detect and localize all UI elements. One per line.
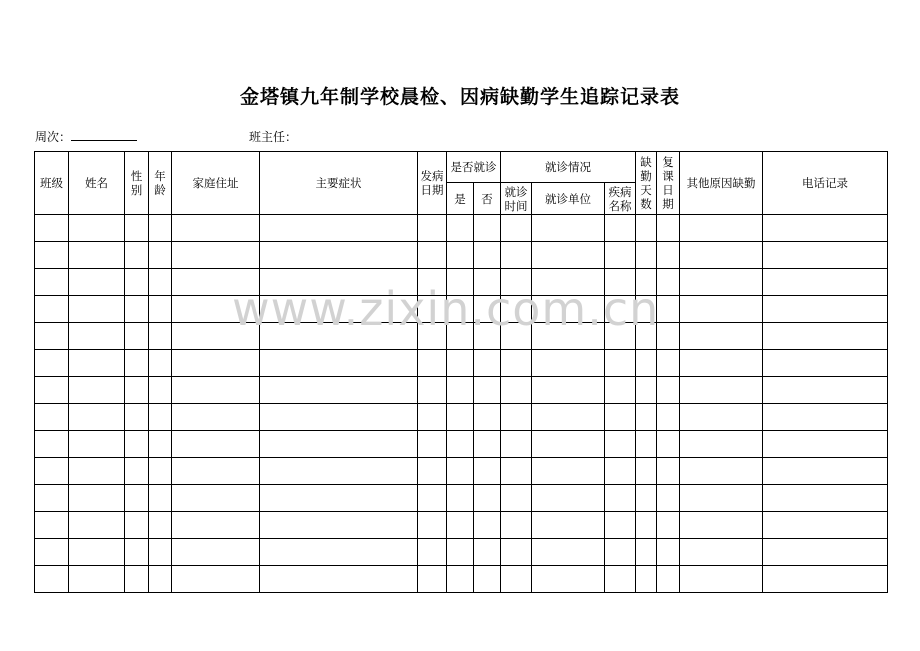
table-cell[interactable] [125,512,149,539]
table-cell[interactable] [605,215,636,242]
table-row [35,458,888,485]
table-cell[interactable] [260,296,418,323]
table-cell[interactable] [636,215,657,242]
table-cell[interactable] [35,296,69,323]
table-cell[interactable] [418,215,447,242]
table-cell[interactable] [501,431,532,458]
table-cell[interactable] [172,404,260,431]
table-row [35,377,888,404]
table-cell[interactable] [605,269,636,296]
table-cell[interactable] [418,458,447,485]
header-age: 年龄 [149,152,172,215]
table-cell[interactable] [532,404,605,431]
table-cell[interactable] [35,458,69,485]
table-cell[interactable] [763,377,888,404]
table-cell[interactable] [474,296,501,323]
table-cell[interactable] [636,512,657,539]
table-cell[interactable] [680,323,763,350]
table-cell[interactable] [260,323,418,350]
table-cell[interactable] [260,350,418,377]
table-cell[interactable] [680,458,763,485]
header-yes: 是 [447,183,474,215]
table-cell[interactable] [605,296,636,323]
table-cell[interactable] [418,431,447,458]
table-cell[interactable] [532,350,605,377]
table-row [35,404,888,431]
header-onset-date: 发病日期 [418,152,447,215]
header-name: 姓名 [69,152,125,215]
table-cell[interactable] [125,404,149,431]
week-blank-line[interactable] [71,129,137,141]
table-cell[interactable] [501,485,532,512]
table-cell[interactable] [680,350,763,377]
table-cell[interactable] [447,242,474,269]
table-cell[interactable] [447,539,474,566]
table-cell[interactable] [636,431,657,458]
table-cell[interactable] [447,566,474,593]
table-cell[interactable] [680,215,763,242]
header-other-reason: 其他原因缺勤 [680,152,763,215]
table-cell[interactable] [605,458,636,485]
table-cell[interactable] [35,404,69,431]
table-cell[interactable] [474,242,501,269]
table-cell[interactable] [636,485,657,512]
table-cell[interactable] [447,323,474,350]
table-row [35,431,888,458]
table-cell[interactable] [474,512,501,539]
table-cell[interactable] [605,539,636,566]
table-cell[interactable] [532,431,605,458]
table-cell[interactable] [636,323,657,350]
table-cell[interactable] [447,485,474,512]
header-return-date: 复课日期 [657,152,680,215]
table-cell[interactable] [125,215,149,242]
table-cell[interactable] [447,215,474,242]
table-cell[interactable] [636,377,657,404]
table-cell[interactable] [149,215,172,242]
table-cell[interactable] [605,512,636,539]
table-cell[interactable] [260,566,418,593]
table-cell[interactable] [35,323,69,350]
table-cell[interactable] [447,350,474,377]
table-cell[interactable] [149,512,172,539]
table-cell[interactable] [69,215,125,242]
table-cell[interactable] [605,566,636,593]
table-row [35,539,888,566]
table-cell[interactable] [260,431,418,458]
header-days-absent: 缺勤天数 [636,152,657,215]
table-cell[interactable] [35,485,69,512]
table-cell[interactable] [260,377,418,404]
table-cell[interactable] [680,512,763,539]
table-cell[interactable] [447,296,474,323]
table-row [35,323,888,350]
header-class: 班级 [35,152,69,215]
table-cell[interactable] [501,296,532,323]
table-cell[interactable] [125,377,149,404]
table-cell[interactable] [172,539,260,566]
table-cell[interactable] [172,296,260,323]
table-row [35,215,888,242]
table-row [35,566,888,593]
table-cell[interactable] [69,566,125,593]
table-cell[interactable] [501,512,532,539]
table-cell[interactable] [657,566,680,593]
table-cell[interactable] [69,350,125,377]
table-cell[interactable] [125,539,149,566]
header-care-unit: 就诊单位 [532,183,605,215]
table-cell[interactable] [605,323,636,350]
week-label: 周次： [35,130,72,144]
table-cell[interactable] [149,566,172,593]
header-care-info: 就诊情况 [501,152,636,183]
table-cell[interactable] [69,404,125,431]
table-cell[interactable] [69,377,125,404]
table-cell[interactable] [69,512,125,539]
table-cell[interactable] [125,296,149,323]
table-cell[interactable] [763,215,888,242]
table-cell[interactable] [172,431,260,458]
table-cell[interactable] [125,350,149,377]
table-cell[interactable] [680,539,763,566]
table-cell[interactable] [474,404,501,431]
table-row [35,242,888,269]
table-cell[interactable] [418,296,447,323]
table-cell[interactable] [680,566,763,593]
table-cell[interactable] [532,485,605,512]
table-cell[interactable] [657,485,680,512]
table-cell[interactable] [532,242,605,269]
table-cell[interactable] [501,566,532,593]
table-cell[interactable] [418,512,447,539]
table-cell[interactable] [69,269,125,296]
table-cell[interactable] [501,242,532,269]
table-cell[interactable] [69,323,125,350]
header-no: 否 [474,183,501,215]
table-cell[interactable] [474,269,501,296]
page-title: 金塔镇九年制学校晨检、因病缺勤学生追踪记录表 [239,86,680,108]
table-cell[interactable] [636,350,657,377]
table-cell[interactable] [172,269,260,296]
table-cell[interactable] [763,350,888,377]
table-cell[interactable] [149,323,172,350]
table-cell[interactable] [149,377,172,404]
table-cell[interactable] [680,269,763,296]
table-cell[interactable] [501,377,532,404]
table-cell[interactable] [636,566,657,593]
header-disease-name: 疾病名称 [605,183,636,215]
table-cell[interactable] [35,431,69,458]
table-cell[interactable] [172,377,260,404]
header-gender: 性别 [125,152,149,215]
table-row [35,350,888,377]
table-cell[interactable] [532,296,605,323]
table-cell[interactable] [260,404,418,431]
table-cell[interactable] [260,269,418,296]
table-cell[interactable] [125,566,149,593]
table-cell[interactable] [657,377,680,404]
table-cell[interactable] [260,458,418,485]
table-cell[interactable] [125,458,149,485]
table-cell[interactable] [657,296,680,323]
table-cell[interactable] [532,323,605,350]
table-cell[interactable] [763,323,888,350]
table-cell[interactable] [501,269,532,296]
table-cell[interactable] [172,566,260,593]
table-cell[interactable] [69,539,125,566]
table-cell[interactable] [149,458,172,485]
table-cell[interactable] [260,485,418,512]
table-cell[interactable] [763,431,888,458]
table-cell[interactable] [149,485,172,512]
table-cell[interactable] [474,485,501,512]
table-row [35,269,888,296]
header-phone-record: 电话记录 [763,152,888,215]
table-cell[interactable] [501,215,532,242]
table-cell[interactable] [260,215,418,242]
table-cell[interactable] [501,539,532,566]
table-cell[interactable] [680,377,763,404]
table-cell[interactable] [636,404,657,431]
table-cell[interactable] [418,377,447,404]
table-cell[interactable] [172,512,260,539]
table-row [35,485,888,512]
table-cell[interactable] [532,566,605,593]
table-cell[interactable] [501,458,532,485]
table-cell[interactable] [532,512,605,539]
table-cell[interactable] [35,269,69,296]
table-cell[interactable] [447,404,474,431]
table-cell[interactable] [35,215,69,242]
table-cell[interactable] [35,566,69,593]
table-cell[interactable] [605,485,636,512]
table-cell[interactable] [474,431,501,458]
table-cell[interactable] [447,458,474,485]
table-cell[interactable] [474,566,501,593]
table-cell[interactable] [172,485,260,512]
watermark: www.zixin.com.cn [232,282,660,336]
table-cell[interactable] [657,512,680,539]
table-cell[interactable] [680,242,763,269]
table-cell[interactable] [69,485,125,512]
table-cell[interactable] [35,512,69,539]
table-cell[interactable] [418,566,447,593]
table-cell[interactable] [501,350,532,377]
table-cell[interactable] [125,485,149,512]
table-cell[interactable] [657,458,680,485]
table-cell[interactable] [69,458,125,485]
table-cell[interactable] [605,242,636,269]
table-cell[interactable] [474,458,501,485]
table-cell[interactable] [172,215,260,242]
table-cell[interactable] [657,242,680,269]
table-cell[interactable] [474,323,501,350]
table-cell[interactable] [69,296,125,323]
table-cell[interactable] [418,350,447,377]
teacher-field [249,128,297,145]
table-cell[interactable] [125,269,149,296]
table-cell[interactable] [763,539,888,566]
table-cell[interactable] [447,269,474,296]
table-cell[interactable] [474,539,501,566]
table-cell[interactable] [532,458,605,485]
table-cell[interactable] [35,539,69,566]
table-cell[interactable] [657,350,680,377]
table-cell[interactable] [657,431,680,458]
table-cell[interactable] [35,350,69,377]
table-cell[interactable] [636,269,657,296]
table-cell[interactable] [680,404,763,431]
table-cell[interactable] [763,458,888,485]
table-cell[interactable] [418,404,447,431]
table-cell[interactable] [260,539,418,566]
table-cell[interactable] [680,296,763,323]
table-cell[interactable] [605,377,636,404]
table-cell[interactable] [605,404,636,431]
table-cell[interactable] [657,323,680,350]
table-cell[interactable] [418,539,447,566]
table-cell[interactable] [125,242,149,269]
table-cell[interactable] [172,350,260,377]
table-cell[interactable] [125,323,149,350]
table-cell[interactable] [149,539,172,566]
table-cell[interactable] [532,269,605,296]
table-cell[interactable] [763,485,888,512]
table-cell[interactable] [657,215,680,242]
table-cell[interactable] [501,323,532,350]
table-cell[interactable] [763,404,888,431]
table-cell[interactable] [35,242,69,269]
table-cell[interactable] [69,242,125,269]
table-cell[interactable] [636,296,657,323]
header-address: 家庭住址 [172,152,260,215]
table-cell[interactable] [636,539,657,566]
header-sought-care: 是否就诊 [447,152,501,183]
table-cell[interactable] [763,296,888,323]
table-cell[interactable] [636,242,657,269]
header-care-time: 就诊时间 [501,183,532,215]
header-symptoms: 主要症状 [260,152,418,215]
table-cell[interactable] [763,566,888,593]
table-cell[interactable] [149,350,172,377]
week-field [35,128,137,145]
table-cell[interactable] [474,350,501,377]
table-cell[interactable] [474,377,501,404]
table-cell[interactable] [680,431,763,458]
table-cell[interactable] [149,431,172,458]
table-cell[interactable] [172,242,260,269]
table-cell[interactable] [418,485,447,512]
table-cell[interactable] [149,404,172,431]
table-cell[interactable] [149,296,172,323]
table-cell[interactable] [35,377,69,404]
table-cell[interactable] [149,242,172,269]
table-cell[interactable] [260,512,418,539]
table-cell[interactable] [763,242,888,269]
table-cell[interactable] [447,377,474,404]
table-cell[interactable] [418,323,447,350]
table-cell[interactable] [501,404,532,431]
table-cell[interactable] [474,215,501,242]
table-cell[interactable] [763,512,888,539]
table-cell[interactable] [447,512,474,539]
table-cell[interactable] [532,539,605,566]
table-cell[interactable] [605,350,636,377]
table-cell[interactable] [636,458,657,485]
table-cell[interactable] [657,404,680,431]
table-cell[interactable] [605,431,636,458]
table-cell[interactable] [680,485,763,512]
table-cell[interactable] [657,539,680,566]
teacher-label: 班主任： [249,130,298,144]
table-cell[interactable] [418,269,447,296]
table-cell[interactable] [125,431,149,458]
table-cell[interactable] [532,215,605,242]
table-cell[interactable] [532,377,605,404]
table-cell[interactable] [69,431,125,458]
table-cell[interactable] [418,242,447,269]
table-cell[interactable] [260,242,418,269]
table-cell[interactable] [447,431,474,458]
table-row [35,296,888,323]
table-cell[interactable] [172,458,260,485]
table-cell[interactable] [149,269,172,296]
table-cell[interactable] [763,269,888,296]
table-cell[interactable] [657,269,680,296]
tracking-record-table [34,151,888,593]
table-cell[interactable] [172,323,260,350]
table-row [35,512,888,539]
